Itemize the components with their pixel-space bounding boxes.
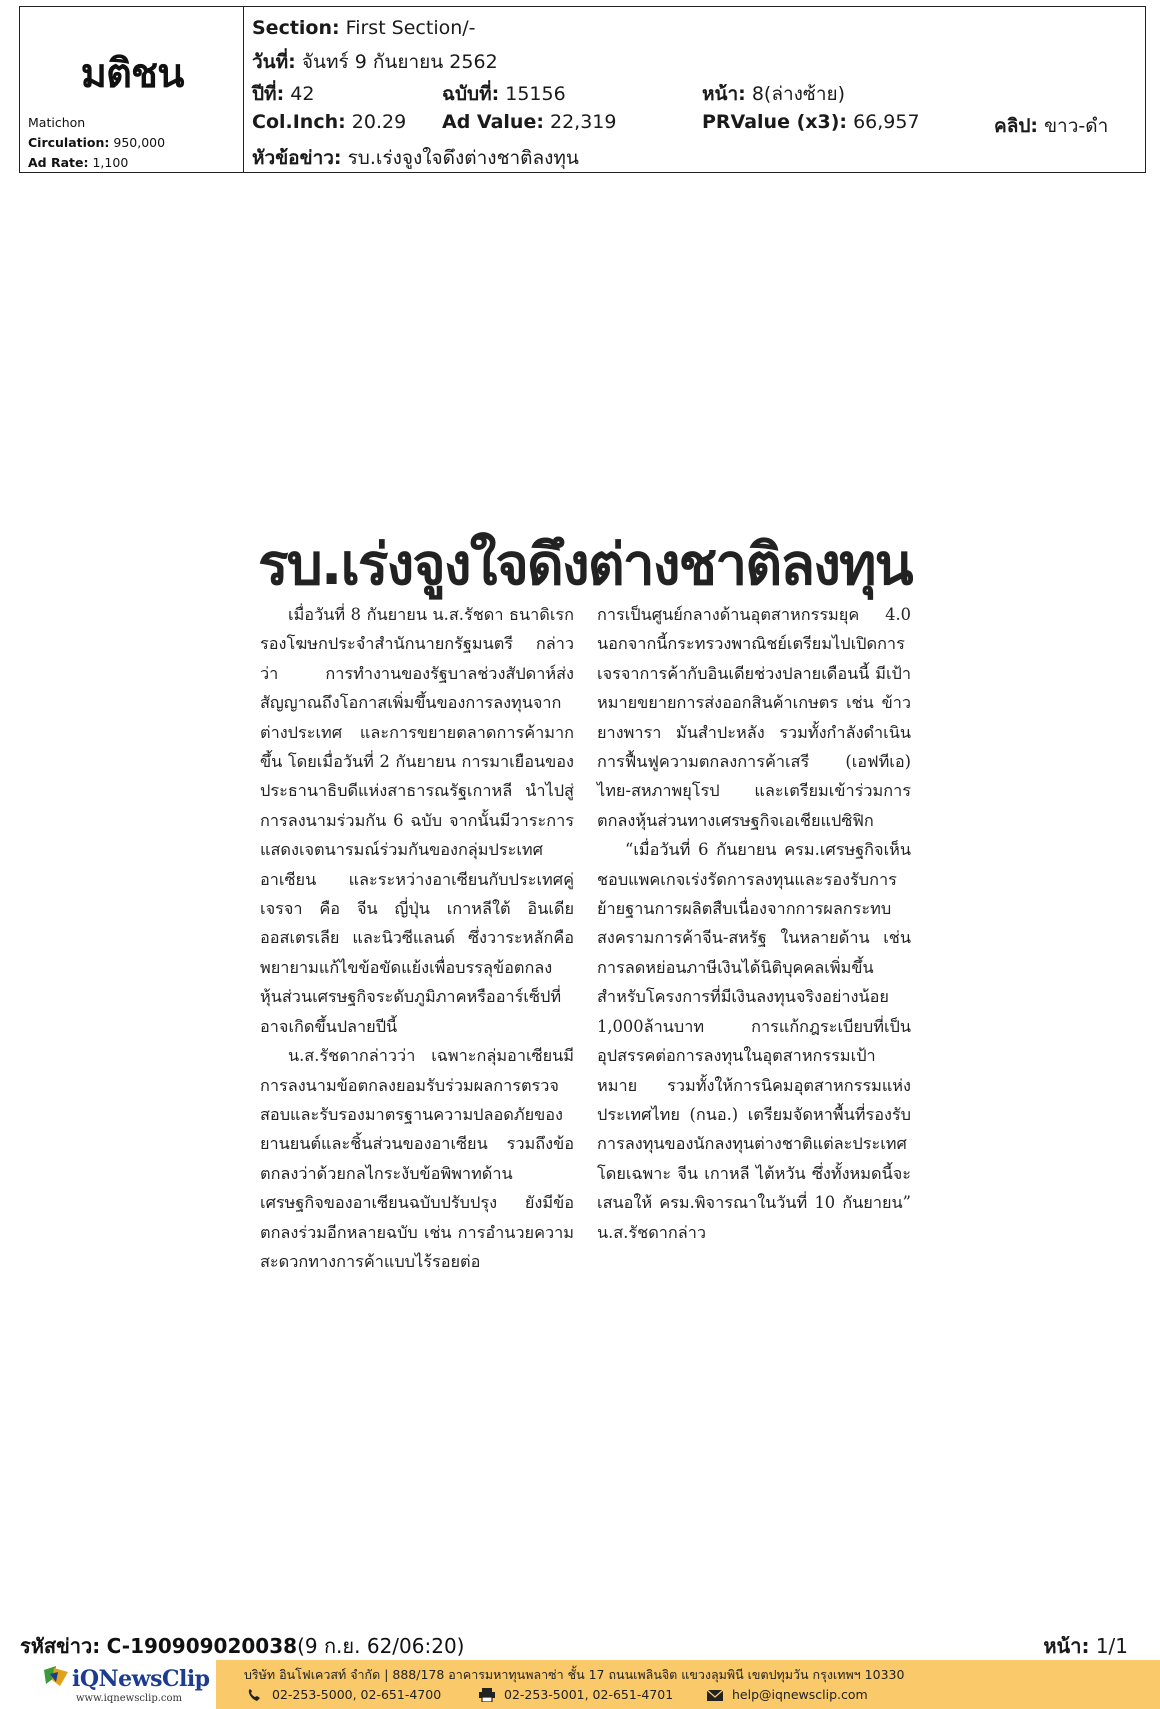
advalue-value: 22,319: [549, 111, 617, 133]
clip-code-label: รหัสข่าว:: [20, 1634, 101, 1658]
article-paragraph: น.ส.รัชดากล่าวว่า เฉพาะกลุ่มอาเซียนมีการลงนามข้อตกลงยอมรับร่วมผลการตรวจสอบและรับรองมาตรฐานความปลอดภัยของยานยนต์และชิ้นส่วนของอาเซียน รวมถึงข้อตกลงว่าด้วยกลไกระงับข้อพิพาทด้านเศรษฐกิจของอาเซียนฉบับปรับปรุง ยังมีข้อตกลงร่วมอีกหลายฉบับ เช่น การอำนวยความสะดวกทางการค้าแบบไร้รอยต่อ: [260, 1046, 574, 1271]
envelope-icon: [706, 1688, 724, 1702]
issue-value: 15156: [505, 83, 566, 105]
year-value: 42: [290, 83, 315, 105]
year-row: [252, 79, 314, 109]
page-label: หน้า:: [702, 83, 746, 105]
email-contact: [706, 1687, 868, 1702]
brand-mark-icon: [42, 1664, 70, 1688]
brand-name: iQNewsClip: [72, 1666, 210, 1692]
headline-row: [252, 143, 579, 173]
fax-numbers: 02-253-5001, 02-651-4701: [504, 1687, 674, 1702]
page-number-label: หน้า:: [1043, 1634, 1090, 1658]
brand-url[interactable]: www.iqnewsclip.com: [76, 1693, 183, 1704]
clip-label: คลิป:: [994, 115, 1039, 137]
section-label: Section:: [252, 17, 340, 39]
circulation-value: 950,000: [113, 135, 166, 150]
publication-logo: มติชน: [80, 51, 184, 97]
date-row: [252, 47, 498, 77]
ad-rate: [28, 155, 128, 170]
date-label: วันที่:: [252, 51, 296, 73]
date-value: จันทร์ 9 กันยายน 2562: [301, 51, 498, 73]
phone-numbers: 02-253-5000, 02-651-4700: [272, 1687, 442, 1702]
prvalue-row: [702, 111, 920, 133]
phone-contact: [246, 1687, 441, 1702]
clip-value: ขาว-ดำ: [1044, 115, 1109, 137]
page-value: 8(ล่างซ้าย): [751, 83, 846, 105]
circulation: [28, 135, 165, 150]
brand-logo[interactable]: [0, 1660, 216, 1709]
headline-value: รบ.เร่งจูงใจดึงต่างชาติลงทุน: [347, 147, 579, 169]
article-column-1: [260, 600, 574, 1276]
colinch-row: [252, 111, 406, 133]
article-paragraph: การเป็นศูนย์กลางด้านอุตสาหกรรมยุค 4.0 นอกจากนี้กระทรวงพาณิชย์เตรียมไปเปิดการเจรจาการค้ากับอินเดียช่วงปลายเดือนนี้ มีเป้าหมายขยายการส่งออกสินค้าเกษตร เช่น ข้าว ยางพารา มันสำปะหลัง รวมทั้งกำลังดำเนินการฟื้นฟูความตกลงการค้าเสรี (เอฟทีเอ) ไทย-สหภาพยุโรป และเตรียมเข้าร่วมการตกลงหุ้นส่วนทางเศรษฐกิจเอเชียแปซิฟิก: [597, 605, 911, 830]
issue-row: [442, 79, 566, 109]
publication-name: Matichon: [28, 115, 86, 130]
footer-band: [0, 1660, 1160, 1709]
prvalue-value: 66,957: [853, 111, 920, 133]
year-label: ปีที่:: [252, 83, 285, 105]
advalue-row: [442, 111, 616, 133]
circulation-label: Circulation:: [28, 135, 110, 150]
section-row: [252, 17, 476, 39]
clip-code-time: (9 ก.ย. 62/06:20): [297, 1634, 465, 1658]
page-number-value: 1/1: [1095, 1634, 1128, 1658]
section-value: First Section/-: [345, 17, 476, 39]
publication-panel: [20, 7, 244, 172]
article-title: รบ.เร่งจูงใจดึงต่างชาติลงทุน: [258, 532, 912, 598]
article-paragraph: “เมื่อวันที่ 6 กันยายน ครม.เศรษฐกิจเห็นชอบแพคเกจเร่งรัดการลงทุนและรองรับการย้ายฐานการผลิตสืบเนื่องจากการผลกระทบสงครามการค้าจีน-สหรัฐ ในหลายด้าน เช่น การลดหย่อนภาษีเงินได้นิติบุคคลเพิ่มขึ้นสำหรับโครงการที่มีเงินลงทุนจริงอย่างน้อย 1,000ล้านบาท การแก้กฎระเบียบที่เป็นอุปสรรคต่อการลงทุนในอุตสาหกรรมเป้าหมาย รวมทั้งให้การนิคมอุตสาหกรรมแห่งประเทศไทย (กนอ.) เตรียมจัดหาพื้นที่รองรับการลงทุนของนักลงทุนต่างชาติแต่ละประเทศ โดยเฉพาะ จีน เกาหลี ไต้หวัน ซึ่งทั้งหมดนี้จะเสนอให้ ครม.พิจารณาในวันที่ 10 กันยายน” น.ส.รัชดากล่าว: [597, 840, 911, 1242]
fax-contact: [478, 1687, 673, 1702]
clip-code-value: C-190909020038: [106, 1634, 298, 1658]
page-row: [702, 79, 845, 109]
article-column-2: [597, 600, 911, 1247]
clip-header: [19, 6, 1146, 173]
headline-label: หัวข้อข่าว:: [252, 147, 342, 169]
clip-metadata: [252, 7, 1145, 172]
colinch-value: 20.29: [351, 111, 407, 133]
colinch-label: Col.Inch:: [252, 111, 346, 133]
advalue-label: Ad Value:: [442, 111, 544, 133]
email-address[interactable]: help@iqnewsclip.com: [732, 1687, 868, 1702]
page-number: [1043, 1630, 1128, 1662]
prvalue-label: PRValue (x3):: [702, 111, 848, 133]
phone-icon: [246, 1688, 264, 1702]
clip-code: [20, 1630, 464, 1662]
article-paragraph: เมื่อวันที่ 8 กันยายน น.ส.รัชดา ธนาดิเรก รองโฆษกประจำสำนักนายกรัฐมนตรี กล่าวว่า การทำงานของรัฐบาลช่วงสัปดาห์ส่งสัญญาณถึงโอกาสเพิ่มขึ้นของการลงทุนจากต่างประเทศ และการขยายตลาดการค้ามากขึ้น โดยเมื่อวันที่ 2 กันยายน การมาเยือนของประธานาธิบดีแห่งสาธารณรัฐเกาหลี นำไปสู่การลงนามร่วมกัน 6 ฉบับ จากนั้นมีวาระการแสดงเจตนารมณ์ร่วมกันของกลุ่มประเทศอาเซียน และระหว่างอาเซียนกับประเทศคู่เจรจา คือ จีน ญี่ปุ่น เกาหลีใต้ อินเดีย ออสเตรเลีย และนิวซีแลนด์ ซึ่งวาระหลักคือพยายามแก้ไขข้อขัดแย้งเพื่อบรรลุข้อตกลงหุ้นส่วนเศรษฐกิจระดับภูมิภาคหรืออาร์เซ็ปที่อาจเกิดขึ้นปลายปีนี้: [260, 605, 574, 1036]
issue-label: ฉบับที่:: [442, 83, 500, 105]
company-address: บริษัท อินโฟเควสท์ จำกัด | 888/178 อาคารมหาทุนพลาซ่า ชั้น 17 ถนนเพลินจิต แขวงลุมพินี เขตปทุมวัน กรุงเทพฯ 10330: [244, 1667, 905, 1682]
clip-row: [994, 111, 1108, 141]
printer-icon: [478, 1688, 496, 1702]
ad-rate-label: Ad Rate:: [28, 155, 89, 170]
ad-rate-value: 1,100: [92, 155, 129, 170]
